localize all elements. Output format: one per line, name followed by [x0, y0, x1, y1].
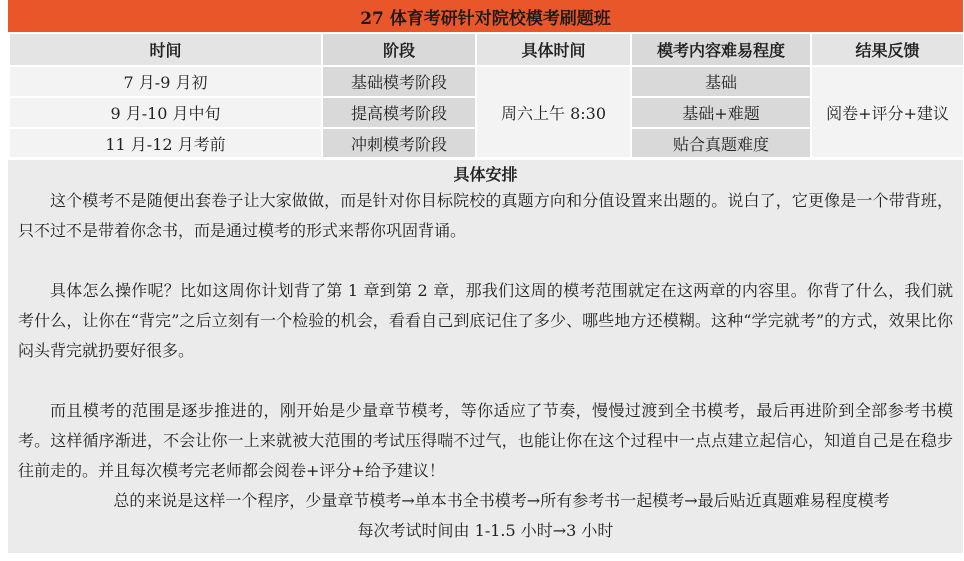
arrangement-body: [8, 186, 963, 546]
cell-time: 11 月-12 月考前: [9, 128, 322, 159]
schedule-sheet: [8, 0, 963, 553]
section-title: 具体安排: [8, 157, 963, 187]
cell-feedback: 阅卷+评分+建议: [811, 66, 964, 159]
cell-difficulty: 基础: [631, 66, 811, 97]
header-time: 时间: [9, 33, 322, 66]
cell-specific-time: 周六上午 8:30: [476, 66, 631, 159]
cell-difficulty: 基础+难题: [631, 97, 811, 128]
cell-time: 9 月-10 月中旬: [9, 97, 322, 128]
cell-time: 7 月-9 月初: [9, 66, 322, 97]
paragraph: 总的来说是这样一个程序，少量章节模考→单本书全书模考→所有参考书一起模考→最后贴近真题难易程度模考: [113, 491, 890, 510]
header-feedback: 结果反馈: [811, 33, 964, 66]
table-header-row: [9, 33, 964, 66]
schedule-table: [8, 32, 964, 160]
header-stage: 阶段: [322, 33, 476, 66]
page-title: 27 体育考研针对院校模考刷题班: [8, 0, 963, 32]
header-difficulty: 模考内容难易程度: [631, 33, 811, 66]
cell-stage: 基础模考阶段: [322, 66, 476, 97]
table-row: [9, 66, 964, 97]
cell-stage: 提高模考阶段: [322, 97, 476, 128]
paragraph: 这个模考不是随便出套卷子让大家做做，而是针对你目标院校的真题方向和分值设置来出题的。说白了，它更像是一个带背班，只不过不是带着你念书，而是通过模考的形式来帮你巩固背诵。: [18, 191, 953, 240]
paragraph: 而且模考的范围是逐步推进的，刚开始是少量章节模考，等你适应了节奏，慢慢过渡到全书模考，最后再进阶到全部参考书模考。这样循序渐进，不会让你一上来就被大范围的考试压得喘不过气，也能让你在这个过程中一点点建立起信心，知道自己是在稳步往前走的。并且每次模考完老师都会阅卷+评分+给予建议！: [18, 401, 953, 480]
header-specific-time: 具体时间: [476, 33, 631, 66]
cell-stage: 冲刺模考阶段: [322, 128, 476, 159]
footer-line: 每次考试时间由 1-1.5 小时→3 小时: [357, 521, 614, 540]
cell-difficulty: 贴合真题难度: [631, 128, 811, 159]
paragraph: 具体怎么操作呢？比如这周你计划背了第 1 章到第 2 章，那我们这周的模考范围就定在这两章的内容里。你背了什么，我们就考什么，让你在“背完”之后立刻有一个检验的机会，看看自己到底记住了多少、哪些地方还模糊。这种“学完就考”的方式，效果比你闷头背完就扔要好很多。: [18, 281, 953, 360]
